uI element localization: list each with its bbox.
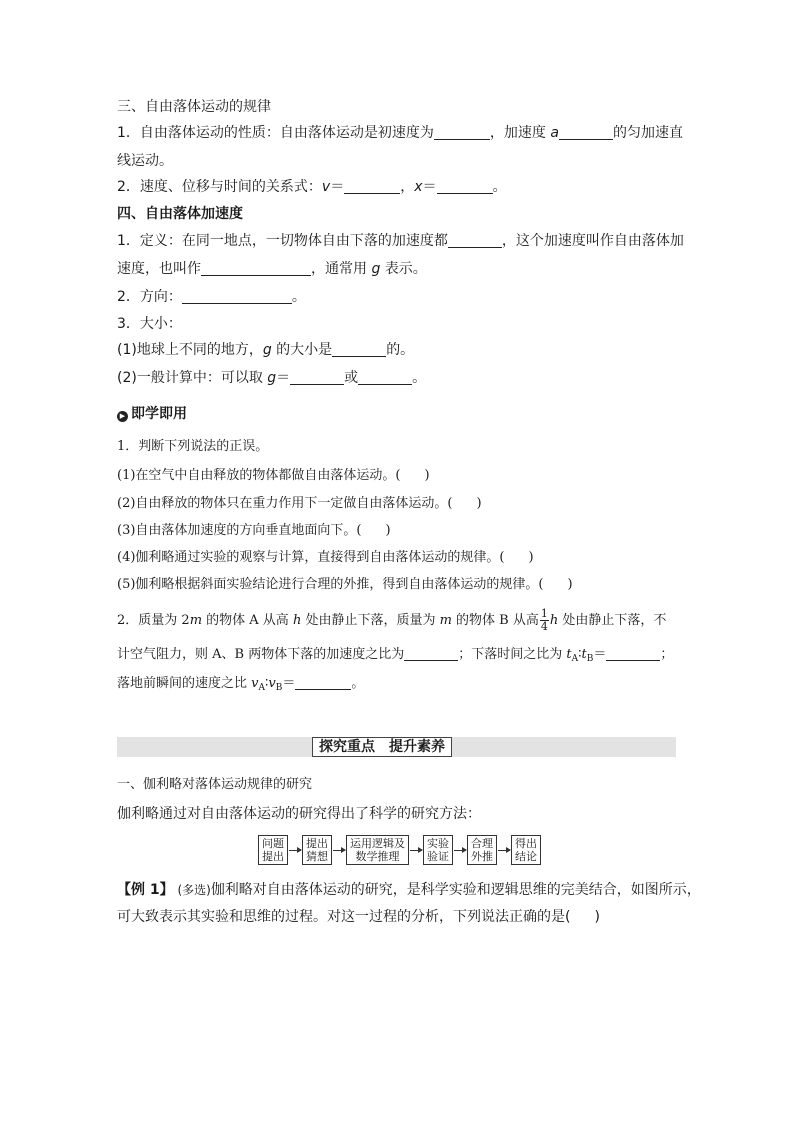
dir-end: 。 [291, 289, 306, 305]
sub2-d: 。 [412, 370, 427, 386]
fraction-denominator: 4 [540, 620, 548, 633]
banner-title-box [312, 737, 452, 757]
def-text: 1．定义：在同一地点，一切物体自由下落的加速度都 [117, 233, 448, 249]
section4-sub2 [117, 368, 426, 388]
q2-b: 的物体 A 从高 [202, 613, 293, 628]
sub1-a: (1)地球上不同的地方， [117, 342, 263, 358]
flow-arrow-icon [410, 850, 422, 851]
blank-same-acceleration[interactable] [448, 233, 502, 248]
q2-eq2: ＝ [282, 676, 296, 691]
q2-e: 处由静止下落，不 [558, 613, 667, 628]
q2-end: 。 [351, 676, 365, 691]
sub1-b: 的大小是 [271, 342, 333, 358]
q2-v: v [251, 676, 259, 691]
fraction-one-quarter [540, 608, 549, 633]
blank-g-value-1[interactable] [290, 370, 344, 385]
blank-velocity-ratio[interactable] [295, 675, 351, 690]
sub2-a: (2)一般计算中：可以取 [117, 370, 268, 386]
section4-sub1 [117, 340, 414, 360]
def-cont-a: 速度，也叫作 [117, 261, 201, 277]
q2-t2: t [581, 647, 587, 662]
banner-right-text: 提升素养 [389, 739, 445, 755]
blank-alias[interactable] [201, 261, 311, 276]
q2-m: m [189, 613, 203, 628]
var-v: v [321, 179, 331, 195]
q2-h: h [292, 613, 302, 628]
item2-eq1: ＝ [330, 179, 345, 195]
sub2-g: g [267, 370, 277, 386]
q2-line-2 [117, 645, 673, 669]
var-a: a [550, 125, 559, 141]
example-1-line-2 [117, 907, 600, 927]
q2-d: 的物体 B 从高 [451, 613, 539, 628]
q1-item-1 [117, 466, 430, 486]
blank-velocity-formula[interactable] [344, 179, 400, 194]
item2-text: 2．速度、位移与时间的关系式： [117, 179, 322, 195]
section3-heading: 三、自由落体运动的规律 [117, 99, 271, 115]
example-1-line-1 [117, 880, 701, 900]
q2-sub-a: A [571, 654, 579, 664]
q2-colon2: ∶ [265, 676, 269, 691]
q1-item-2 [117, 494, 482, 514]
flow-arrow-icon [454, 850, 466, 851]
example-cont: 可大致表示其实验和思维的过程。对这一过程的分析，下列说法正确的是( [117, 909, 571, 925]
def-cont-c: 表示。 [380, 261, 427, 277]
q2-line-1 [117, 606, 666, 636]
q1-item-5-text: (5)伽利略根据斜面实验结论进行合理的外推，得到自由落体运动的规律。( [117, 577, 544, 592]
q2-semi: ； [660, 647, 674, 662]
blank-acceleration-ratio[interactable] [404, 646, 458, 661]
q2-sub-b: B [586, 654, 594, 664]
q1-item-2-text: (2)自由释放的物体只在重力作用下一定做自由落体运动。( [117, 496, 453, 511]
blank-acceleration[interactable] [559, 125, 613, 140]
q2-line3-a: 落地前瞬间的速度之比 [117, 676, 252, 691]
blank-displacement-formula[interactable] [437, 179, 493, 194]
blank-g-variation[interactable] [332, 342, 386, 357]
q1-item-5 [117, 575, 573, 595]
q2-vsub-b: B [275, 683, 283, 693]
var-x: x [414, 179, 423, 195]
flow-step-6: 得出 结论 [511, 835, 541, 865]
example-close: ) [594, 909, 600, 925]
blank-g-value-2[interactable] [358, 370, 412, 385]
item2-eq2: ＝ [422, 179, 437, 195]
q2-line2-a: 计空气阻力，则 A、B 两物体下落的加速度之比为 [117, 647, 405, 662]
close-paren: ) [567, 577, 573, 592]
q1-item-4 [117, 548, 534, 568]
blank-direction[interactable] [182, 289, 292, 304]
banner-left-text: 探究重点 [319, 739, 375, 755]
q2-colon: ∶ [578, 647, 582, 662]
research-method-flowchart [258, 835, 541, 865]
blank-initial-velocity[interactable] [434, 125, 490, 140]
practice-heading-text: 即学即用 [131, 406, 187, 422]
close-paren: ) [424, 468, 430, 483]
item2-comma: ， [400, 179, 415, 195]
blank-time-ratio[interactable] [606, 646, 660, 661]
q2-h2: h [549, 613, 559, 628]
item1-end: 的匀加速直 [612, 125, 683, 141]
section4-direction [117, 287, 306, 307]
galileo-intro: 伽利略通过对自由落体运动的研究得出了科学的研究方法： [117, 806, 481, 822]
q2-line-3 [117, 674, 364, 698]
sub2-c: 或 [344, 370, 359, 386]
q2-c: 处由静止下落，质量为 [301, 613, 440, 628]
section4-def [117, 231, 684, 251]
sub2-b: ＝ [276, 370, 291, 386]
flow-step-3: 运用逻辑及 数学推理 [346, 835, 409, 865]
sub1-c: 的。 [386, 342, 415, 358]
q2-vsub-a: A [258, 683, 265, 693]
q1-item-1-text: (1)在空气中自由释放的物体都做自由落体运动。( [117, 468, 401, 483]
close-paren: ) [476, 496, 482, 511]
practice-heading [117, 404, 187, 424]
play-bullet-icon: ▶ [117, 411, 128, 422]
q2-t: t [566, 647, 572, 662]
q1-item-3 [117, 521, 391, 541]
section4-heading: 四、自由落体加速度 [117, 206, 243, 222]
sub1-g: g [262, 342, 272, 358]
example-multi: (多选) [173, 883, 211, 897]
q2-eq: ＝ [593, 647, 607, 662]
fraction-numerator: 1 [540, 607, 548, 620]
def-cont-b: ，通常用 [311, 261, 372, 277]
flow-arrow-icon [333, 850, 345, 851]
flow-step-5: 合理 外推 [467, 835, 497, 865]
section-banner [117, 737, 676, 757]
q2-line2-b: ；下落时间之比为 [458, 647, 567, 662]
close-paren: ) [385, 523, 391, 538]
item1-mid: ，加速度 [489, 125, 551, 141]
q2-a: 2．质量为 2 [117, 613, 190, 628]
item1-text: 1．自由落体运动的性质：自由落体运动是初速度为 [117, 125, 434, 141]
q2-m2: m [439, 613, 452, 628]
close-paren: ) [528, 550, 534, 565]
flow-step-2: 提出 猜想 [302, 835, 332, 865]
q1-item-4-text: (4)伽利略通过实验的观察与计算，直接得到自由落体运动的规律。( [117, 550, 505, 565]
q1-title: 1．判断下列说法的正误。 [117, 439, 269, 454]
flow-arrow-icon [498, 850, 510, 851]
section4-magnitude: 3．大小： [117, 316, 182, 332]
flow-step-4: 实验 验证 [423, 835, 453, 865]
section3-item2 [117, 177, 507, 197]
q2-v2: v [268, 676, 276, 691]
var-g: g [371, 261, 381, 277]
section4-def-cont [117, 259, 427, 279]
q1-item-3-text: (3)自由落体加速度的方向垂直地面向下。( [117, 523, 362, 538]
flow-step-1: 问题 提出 [258, 835, 288, 865]
section3-item1-cont: 线运动。 [117, 153, 173, 169]
dir-text: 2．方向： [117, 289, 182, 305]
section3-item1 [117, 123, 683, 143]
flow-arrow-icon [289, 850, 301, 851]
galileo-heading: 一、伽利略对落体运动规律的研究 [117, 777, 313, 792]
item2-end: 。 [492, 179, 507, 195]
def-end: ，这个加速度叫作自由落体加 [501, 233, 684, 249]
example-tag: 【例 1】 [117, 882, 174, 898]
example-text: 伽利略对自由落体运动的研究，是科学实验和逻辑思维的完美结合，如图所示， [210, 882, 701, 898]
